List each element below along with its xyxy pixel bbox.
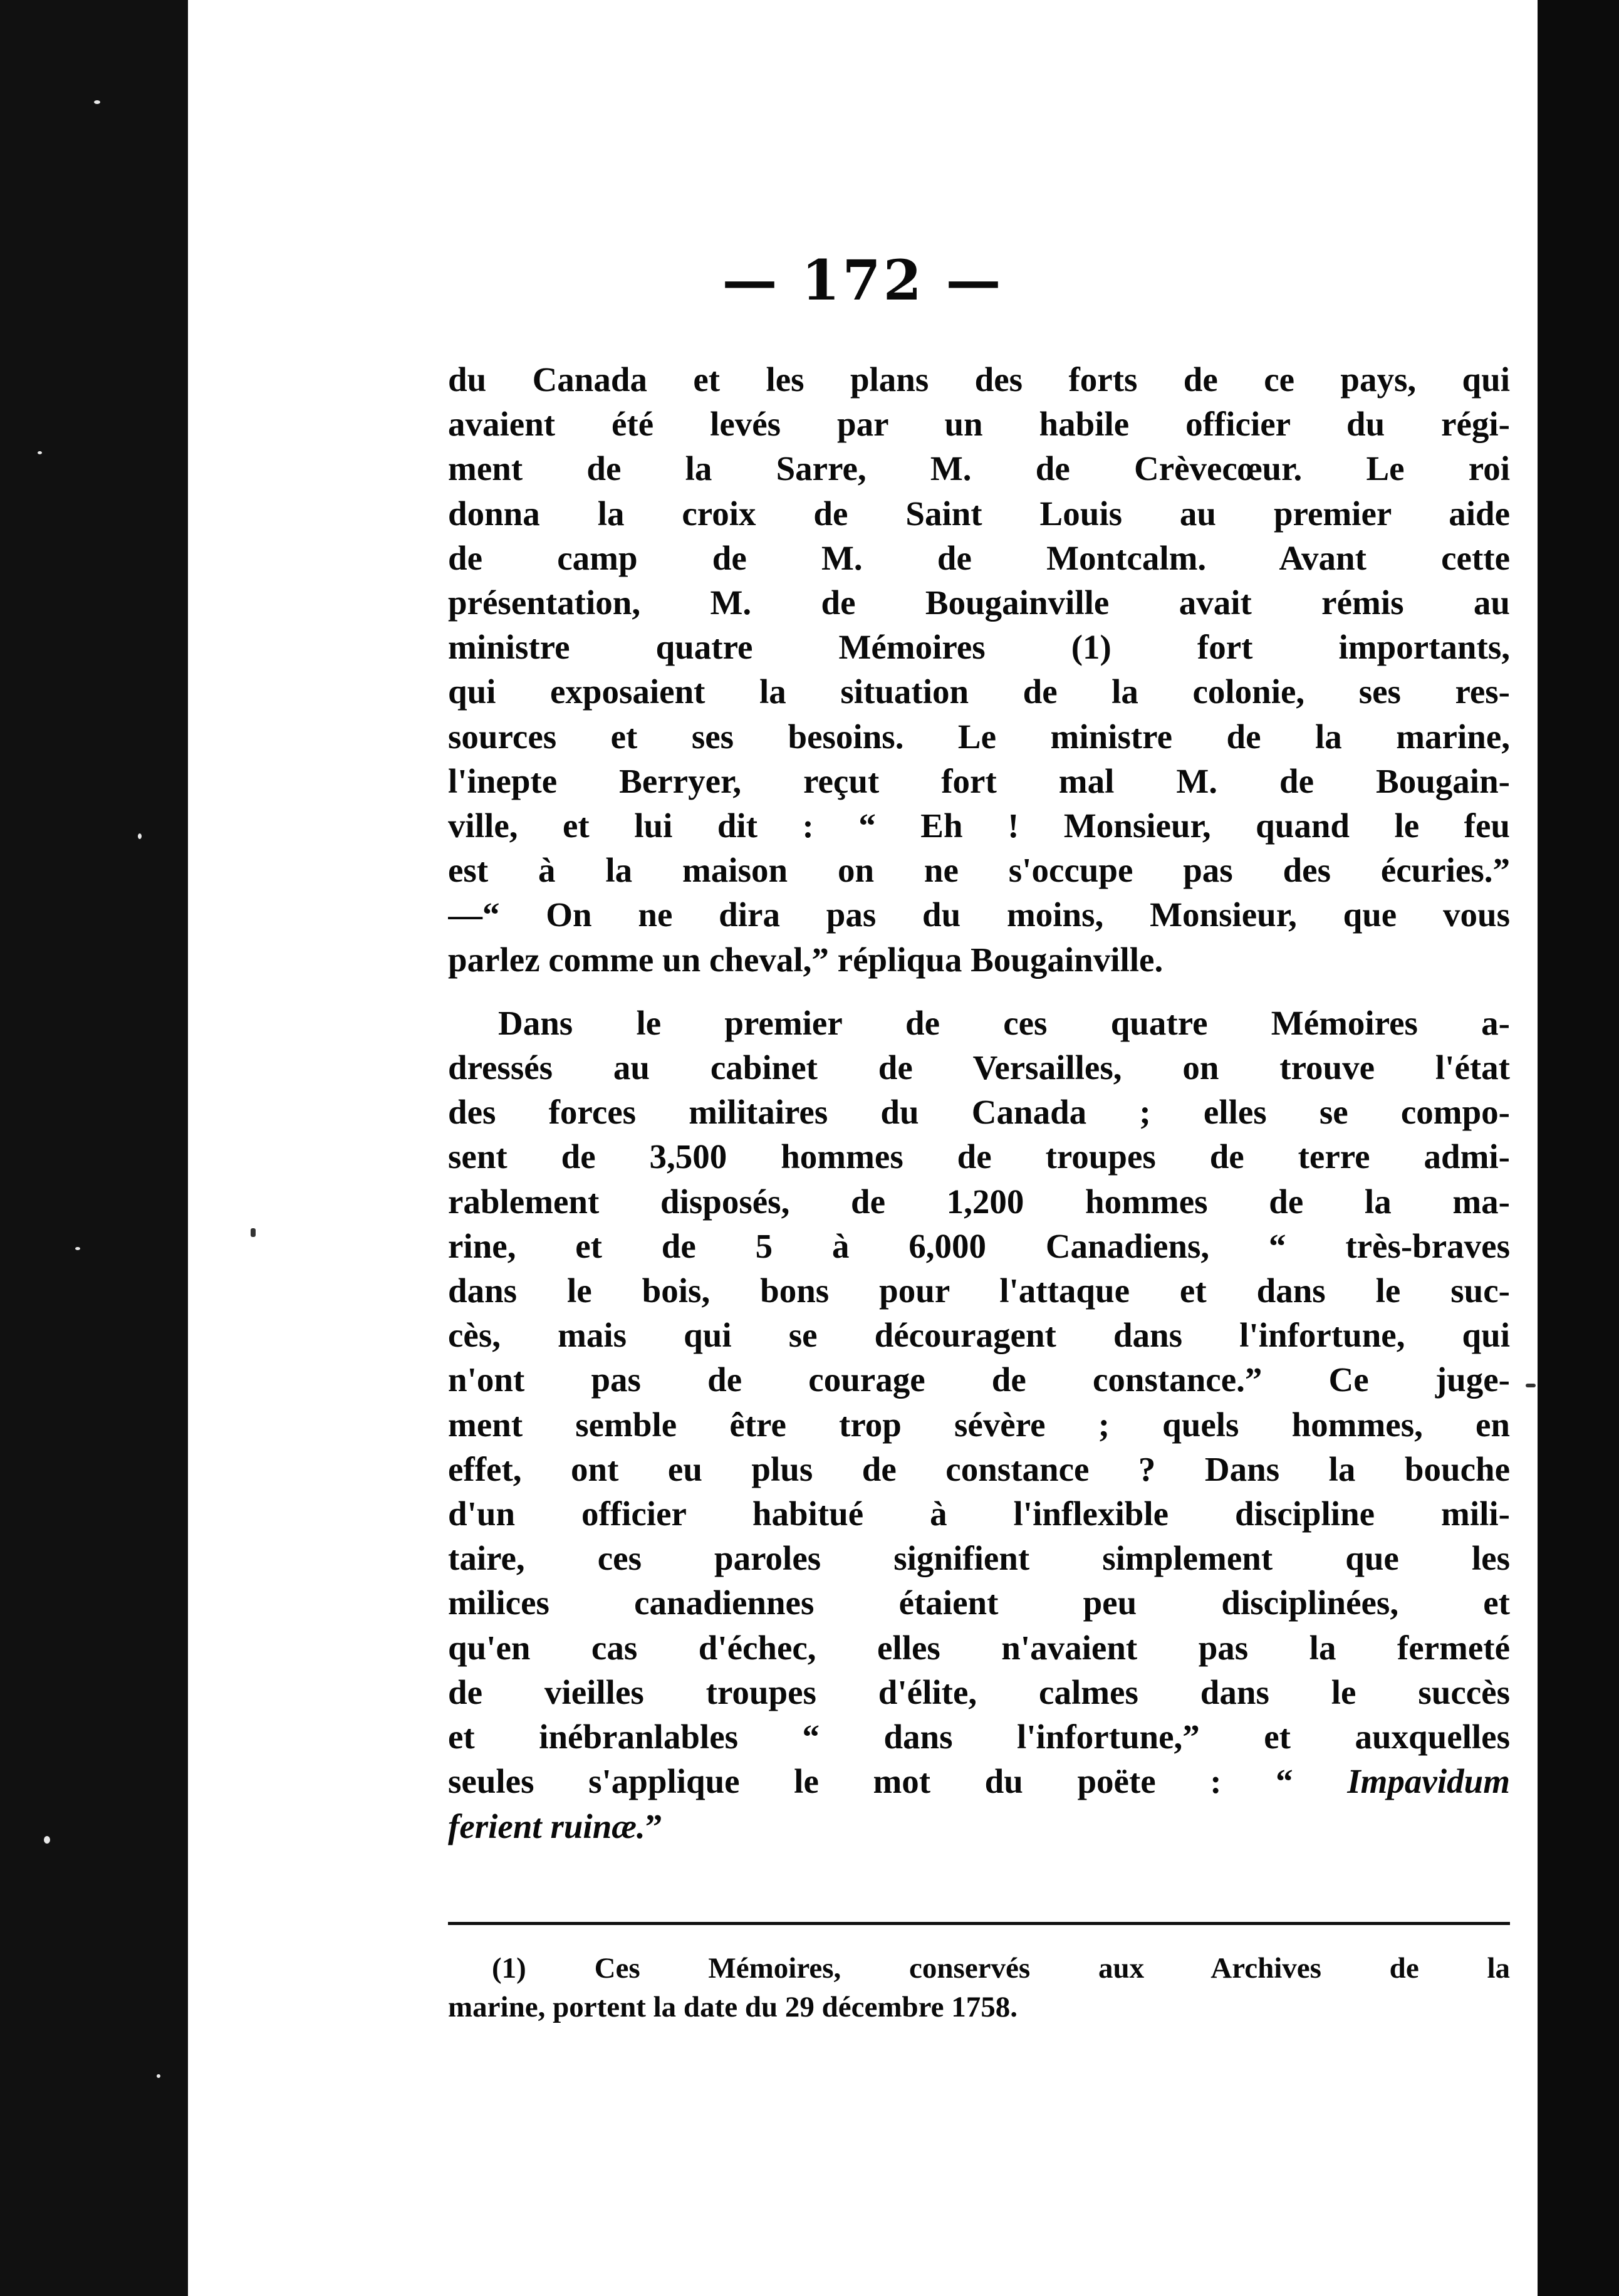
scan-speck (75, 1247, 80, 1250)
text-line: effet, ont eu plus de constance ? Dans la bouche (448, 1449, 1510, 1488)
text-line: présentation, M. de Bougainville avait rémis au (448, 583, 1510, 622)
text-line: l'inepte Berryer, reçut fort mal M. de Bougain- (448, 761, 1510, 800)
footnote (448, 1949, 1510, 2027)
text-line: parlez comme un cheval,” répliqua Bougainville. (448, 940, 1163, 979)
text-line: —“ On ne dira pas du moins, Monsieur, que vous (448, 895, 1510, 934)
footnote-line: marine, portent la date du 29 décembre 1758. (448, 1991, 1018, 2023)
text-line: cès, mais qui se découragent dans l'infortune, qui (448, 1316, 1510, 1355)
text-line: donna la croix de Saint Louis au premier aide (448, 494, 1510, 533)
text-line: rablement disposés, de 1,200 hommes de la ma- (448, 1182, 1510, 1221)
paragraph-gap (448, 982, 1510, 1001)
book-page (188, 0, 1538, 2296)
margin-mark (1526, 1384, 1536, 1387)
footnote-divider (448, 1922, 1510, 1925)
text-line: Dans le premier de ces quatre Mémoires a- (498, 1003, 1510, 1042)
text-line: seules s'applique le mot du poëte : “ Impavidum (448, 1762, 1510, 1801)
text-line: et inébranlables “ dans l'infortune,” et auxquelles (448, 1718, 1510, 1756)
text-line: des forces militaires du Canada ; elles se compo- (448, 1093, 1510, 1132)
text-line: qui exposaient la situation de la colonie, ses res- (448, 672, 1510, 711)
text-line: ministre quatre Mémoires (1) fort importants, (448, 628, 1510, 667)
margin-mark (251, 1228, 256, 1237)
text-line: de camp de M. de Montcalm. Avant cette (448, 538, 1510, 577)
scan-speck (94, 100, 100, 104)
text-line: ment de la Sarre, M. de Crèvecœur. Le roi (448, 449, 1510, 488)
text-line: est à la maison on ne s'occupe pas des écuries.” (448, 851, 1510, 890)
body-text (448, 357, 1510, 1849)
text-line: ville, et lui dit : “ Eh ! Monsieur, quand le feu (448, 806, 1510, 845)
text-line: n'ont pas de courage de constance.” Ce juge- (448, 1360, 1510, 1399)
text-line: ment semble être trop sévère ; quels hommes, en (448, 1405, 1510, 1444)
scan-speck (138, 833, 142, 839)
text-line: d'un officier habitué à l'inflexible discipline mili- (448, 1495, 1510, 1533)
text-line: sources et ses besoins. Le ministre de la marine, (448, 717, 1510, 756)
text-line: qu'en cas d'échec, elles n'avaient pas la fermeté (448, 1628, 1510, 1667)
text-line: sent de 3,500 hommes de troupes de terre admi- (448, 1137, 1510, 1176)
text-line: de vieilles troupes d'élite, calmes dans le succès (448, 1672, 1510, 1711)
text-line: milices canadiennes étaient peu disciplinées, et (448, 1584, 1510, 1622)
scan-speck (38, 451, 42, 454)
paragraph (448, 357, 1510, 982)
text-line: taire, ces paroles signifient simplement que les (448, 1539, 1510, 1578)
text-line: ferient ruinæ.” (448, 1807, 663, 1845)
paragraph (448, 1001, 1510, 1849)
footnote-line: (1) Ces Mémoires, conservés aux Archives de la (492, 1952, 1510, 1985)
text-line: dans le bois, bons pour l'attaque et dans le suc- (448, 1271, 1510, 1310)
text-line: avaient été levés par un habile officier du régi- (448, 405, 1510, 444)
text-line: du Canada et les plans des forts de ce pays, qui (448, 360, 1510, 399)
left-binding-edge (0, 0, 188, 2296)
right-binding-edge (1538, 0, 1619, 2296)
text-line: dressés au cabinet de Versailles, on trouve l'état (448, 1048, 1510, 1087)
text-line: rine, et de 5 à 6,000 Canadiens, “ très-braves (448, 1226, 1510, 1265)
scan-speck (44, 1836, 50, 1844)
scan-speck (157, 2074, 160, 2078)
page-number: — 172 — (722, 248, 1004, 313)
